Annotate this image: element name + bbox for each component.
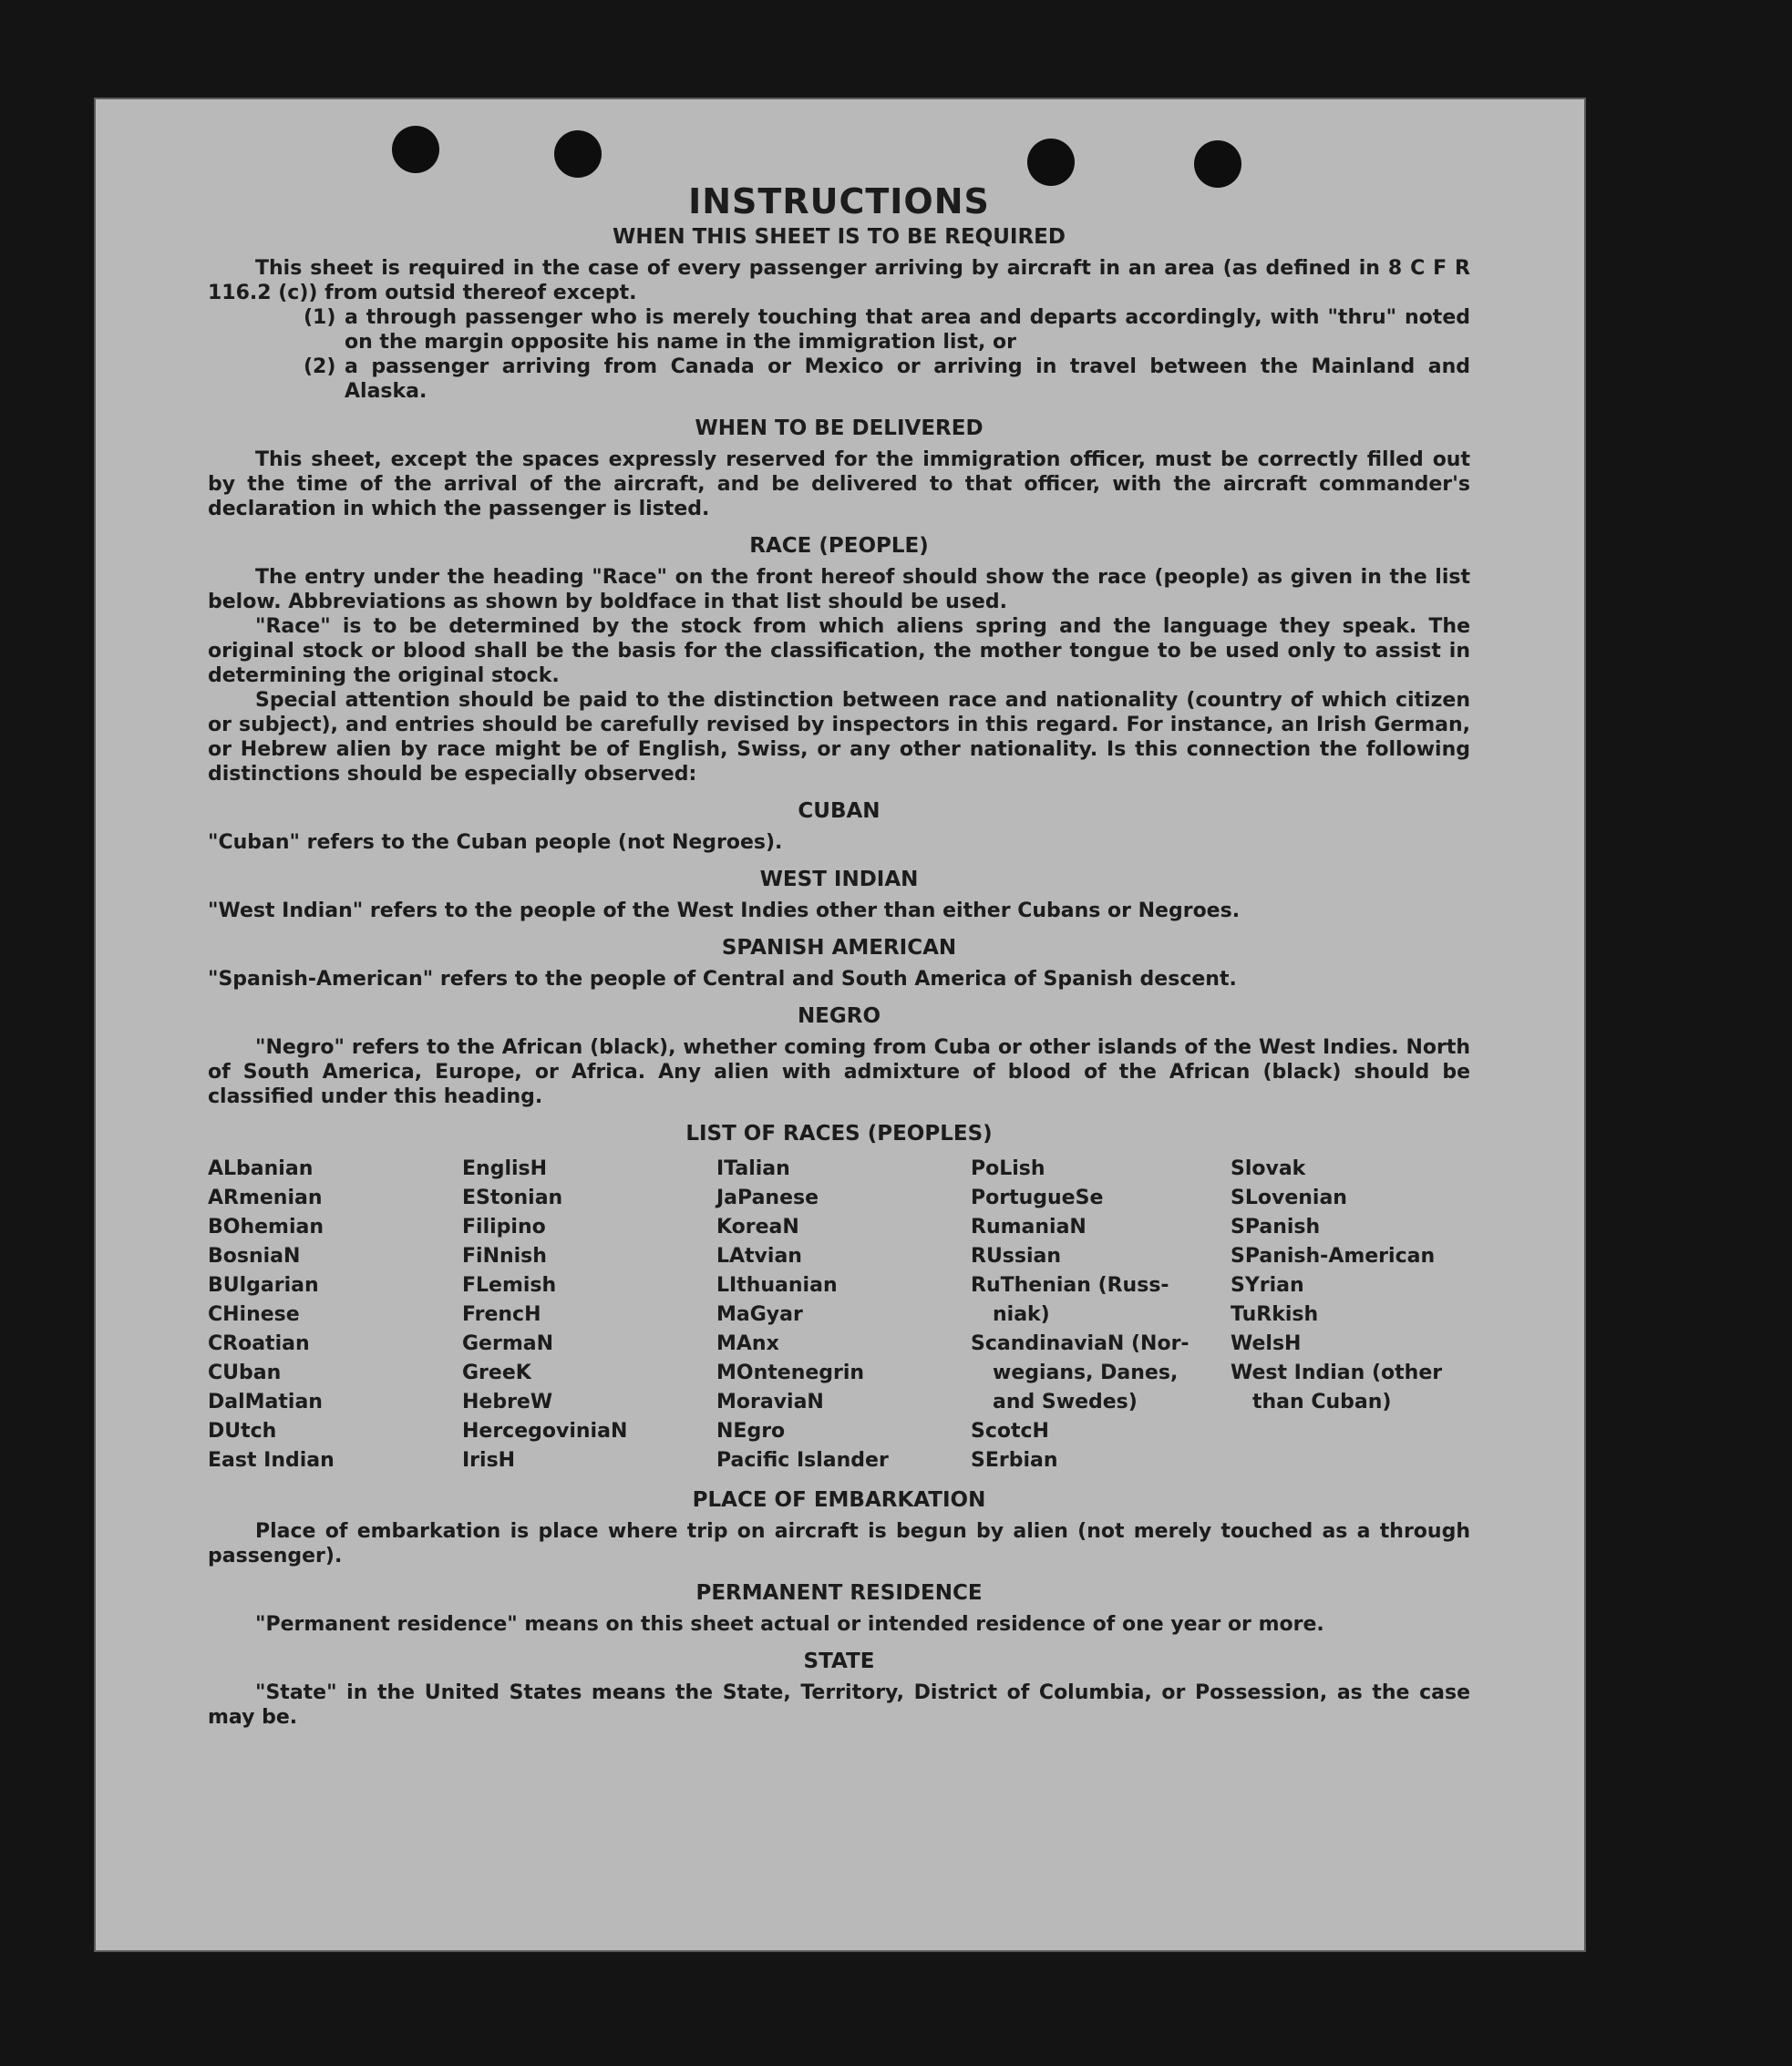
embarkation-heading: PLACE OF EMBARKATION	[692, 1488, 986, 1512]
race-entry: EnglisH	[462, 1157, 548, 1180]
race-entry: PoLish	[971, 1157, 1045, 1180]
races-column	[462, 1155, 716, 1475]
page-title: INSTRUCTIONS	[688, 181, 990, 221]
race-entry: WelsH	[1231, 1332, 1302, 1355]
race-paragraph-2: "Race" is to be determined by the stock from which aliens spring and the language they speak. The original stock or blood shall be the basis for the classification, the mother tongue to be used only to assist in determining the original stock.	[208, 615, 1470, 687]
race-entry: IrisH	[462, 1449, 516, 1472]
exception-item	[304, 355, 1470, 404]
west-indian-text: "West Indian" refers to the people of the West Indies other than either Cubans or Negroes.	[208, 899, 1241, 922]
race-entry: SYrian	[1231, 1274, 1304, 1297]
when-delivered-text: This sheet, except the spaces expressly reserved for the immigration officer, must be correctly filled out by the time of the arrival of the aircraft, and be delivered to that officer, with the aircraft commander's declaration in which the passenger is listed.	[208, 448, 1470, 520]
instructions-content	[208, 181, 1470, 1730]
race-heading: RACE (PEOPLE)	[749, 534, 929, 558]
race-entry: PortugueSe	[971, 1187, 1104, 1209]
when-required-heading: WHEN THIS SHEET IS TO BE REQUIRED	[613, 225, 1066, 249]
punch-hole	[392, 126, 439, 173]
race-entry: Slovak	[1231, 1157, 1306, 1180]
race-entry: FLemish	[462, 1274, 557, 1297]
state-heading: STATE	[803, 1650, 875, 1673]
race-entry: LAtvian	[716, 1245, 802, 1268]
races-column	[208, 1155, 462, 1475]
spanish-american-text: "Spanish-American" refers to the people of Central and South America of Spanish descent.	[208, 968, 1237, 991]
race-entry: MOntenegrin	[716, 1362, 865, 1384]
negro-heading: NEGRO	[797, 1004, 881, 1028]
race-entry: KoreaN	[716, 1216, 799, 1239]
punch-hole	[554, 130, 602, 178]
race-entry: ScotcH	[971, 1420, 1049, 1443]
race-entry: Filipino	[462, 1216, 546, 1239]
race-entry: SPanish	[1231, 1216, 1321, 1239]
cuban-text: "Cuban" refers to the Cuban people (not Negroes).	[208, 831, 783, 854]
exception-number: (1)	[304, 306, 336, 329]
race-entry: BUlgarian	[208, 1274, 319, 1297]
race-entry: EStonian	[462, 1187, 563, 1209]
residence-text: "Permanent residence" means on this sheet actual or intended residence of one year or more.	[255, 1613, 1324, 1636]
race-entry: ITalian	[716, 1157, 790, 1180]
exception-item	[304, 305, 1470, 355]
race-entry: GermaN	[462, 1332, 554, 1355]
race-entry: DalMatian	[208, 1391, 323, 1413]
races-column	[716, 1155, 971, 1475]
race-paragraph-1: The entry under the heading "Race" on the front hereof should show the race (people) as given in the list below. Abbreviations as shown by boldface in that list should be used.	[208, 566, 1470, 613]
residence-heading: PERMANENT RESIDENCE	[695, 1581, 983, 1605]
race-entry: RUssian	[971, 1245, 1062, 1268]
punch-hole	[1027, 139, 1075, 186]
races-list	[208, 1155, 1470, 1475]
race-entry: HercegoviniaN	[462, 1420, 628, 1443]
race-entry: MaGyar	[716, 1303, 803, 1326]
race-entry: FiNnish	[462, 1245, 547, 1268]
race-entry: NEgro	[716, 1420, 786, 1443]
state-text: "State" in the United States means the State, Territory, District of Columbia, or Possession, as the case may be.	[208, 1681, 1470, 1729]
race-entry: DUtch	[208, 1420, 277, 1443]
exception-text: a through passenger who is merely touching that area and departs accordingly, with "thru" noted on the margin opposite his name in the immigration list, or	[345, 306, 1470, 354]
spanish-american-heading: SPANISH AMERICAN	[721, 936, 957, 960]
race-entry: West Indian (other	[1231, 1362, 1443, 1384]
race-entry-continuation: and Swedes)	[993, 1391, 1138, 1413]
exception-number: (2)	[304, 355, 336, 378]
race-entry: LIthuanian	[716, 1274, 838, 1297]
race-entry: RumaniaN	[971, 1216, 1087, 1239]
race-entry: ScandinaviaN (Nor-	[971, 1332, 1190, 1355]
list-of-races-heading: LIST OF RACES (PEOPLES)	[685, 1122, 993, 1146]
race-entry: BOhemian	[208, 1216, 324, 1239]
race-entry: ALbanian	[208, 1157, 314, 1180]
races-column	[971, 1155, 1231, 1475]
race-paragraph-3: Special attention should be paid to the distinction between race and nationality (country of which citizen or subject), and entries should be carefully revised by inspectors in this regard. For instance, an Irish German, or Hebrew alien by race might be of English, Swiss, or any other nationality. Is this connection the following distinctions should be especially observed:	[208, 689, 1470, 786]
race-entry: East Indian	[208, 1449, 335, 1472]
race-entry: TuRkish	[1231, 1303, 1319, 1326]
embarkation-text: Place of embarkation is place where trip on aircraft is begun by alien (not merely touched as a through passenger).	[208, 1520, 1470, 1567]
race-entry: BosniaN	[208, 1245, 301, 1268]
document-page	[94, 98, 1586, 1952]
race-entry: ARmenian	[208, 1187, 323, 1209]
races-column	[1231, 1155, 1470, 1475]
race-entry-continuation: wegians, Danes,	[993, 1362, 1179, 1384]
race-entry: SPanish-American	[1231, 1245, 1436, 1268]
when-delivered-heading: WHEN TO BE DELIVERED	[695, 416, 984, 440]
race-entry: SLovenian	[1231, 1187, 1347, 1209]
race-entry: HebreW	[462, 1391, 553, 1413]
race-entry-continuation: than Cuban)	[1252, 1391, 1392, 1413]
when-required-intro: This sheet is required in the case of every passenger arriving by aircraft in an area (as defined in 8 C F R 116.2 (c)) from outsid thereof except.	[208, 257, 1470, 304]
race-entry: CRoatian	[208, 1332, 310, 1355]
race-entry: MoraviaN	[716, 1391, 824, 1413]
west-indian-heading: WEST INDIAN	[759, 868, 919, 891]
cuban-heading: CUBAN	[798, 799, 881, 823]
race-entry-continuation: niak)	[993, 1303, 1050, 1326]
race-entry: CHinese	[208, 1303, 300, 1326]
race-entry: Pacific Islander	[716, 1449, 889, 1472]
race-entry: FrencH	[462, 1303, 541, 1326]
race-entry: GreeK	[462, 1362, 531, 1384]
race-entry: CUban	[208, 1362, 282, 1384]
race-entry: MAnx	[716, 1332, 779, 1355]
negro-text: "Negro" refers to the African (black), whether coming from Cuba or other islands of the West Indies. North of South America, Europe, or Africa. Any alien with admixture of blood of the African (black) should be classified under this heading.	[208, 1036, 1470, 1108]
race-entry: JaPanese	[716, 1187, 819, 1209]
race-entry: SErbian	[971, 1449, 1058, 1472]
race-entry: RuThenian (Russ-	[971, 1274, 1169, 1297]
exception-text: a passenger arriving from Canada or Mexico or arriving in travel between the Mainland and Alaska.	[345, 355, 1470, 403]
